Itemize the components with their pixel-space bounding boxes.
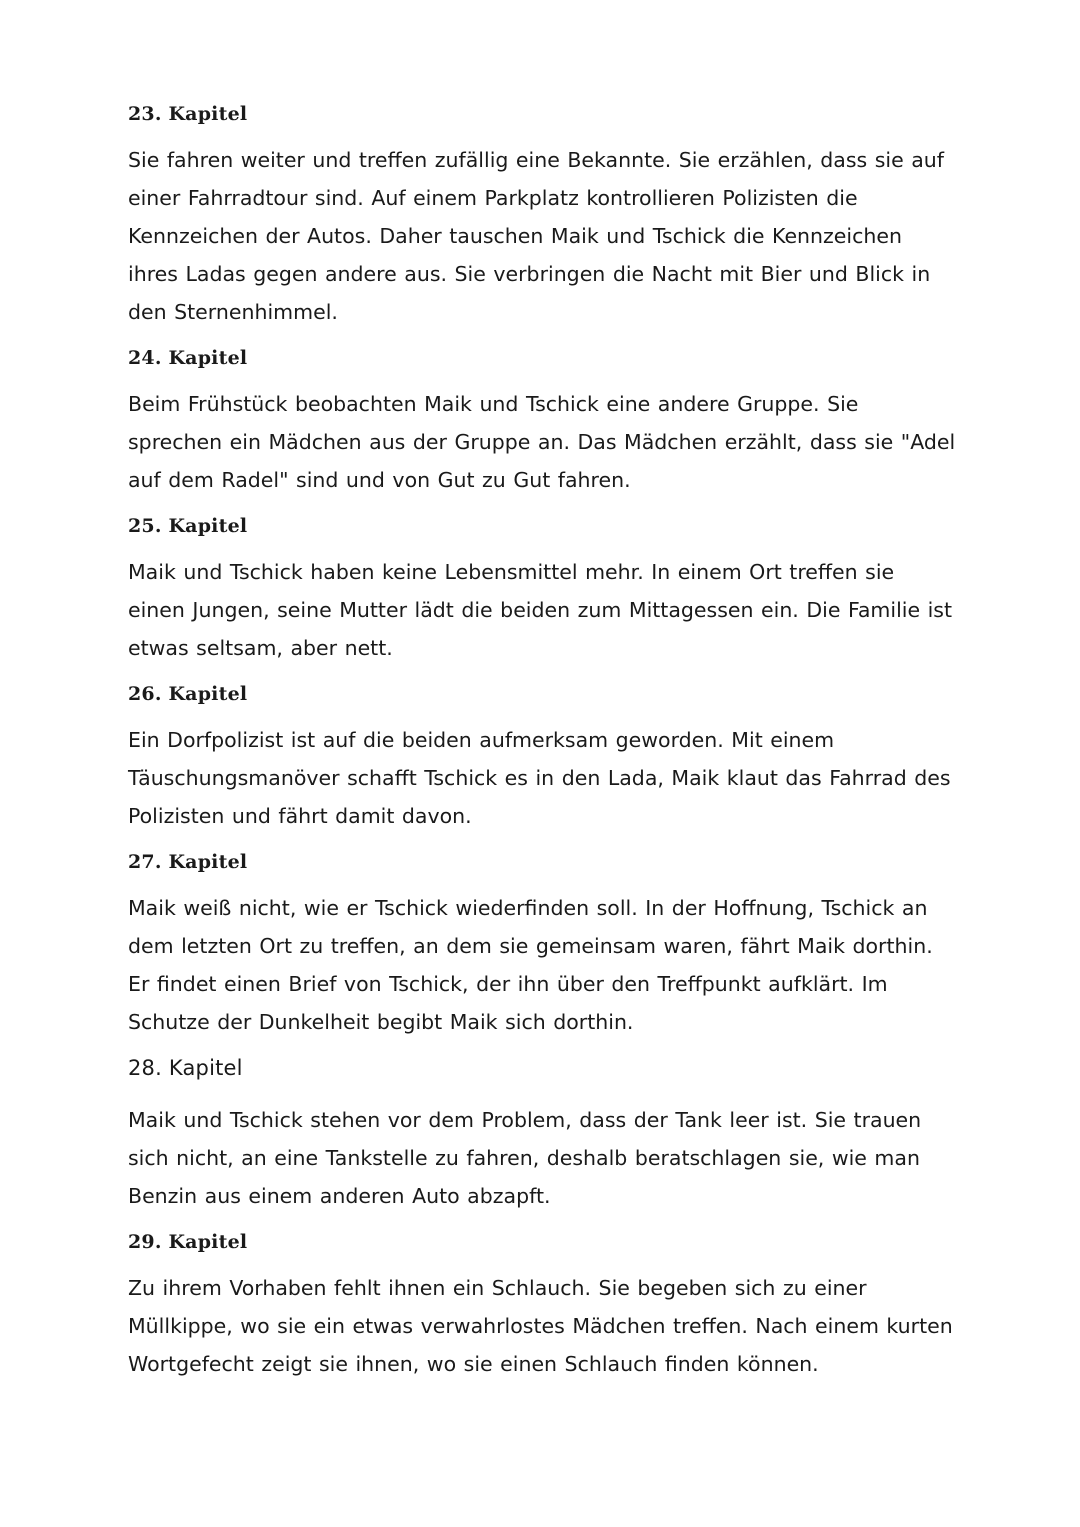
chapter-26 <box>128 675 958 835</box>
chapter-24 <box>128 339 958 499</box>
document-page <box>128 95 958 1391</box>
chapter-heading: 28. Kapitel <box>128 1056 243 1080</box>
chapter-text: Sie fahren weiter und treffen zufällig eine Bekannte. Sie erzählen, dass sie auf einer Fahrradtour sind. Auf einem Parkplatz kontrollieren Polizisten die Kennzeichen der Autos. Daher tauschen Maik und Tschick die Kennzeichen ihres Ladas gegen andere aus. Sie verbringen die Nacht mit Bier und Blick in den Sternenhimmel. <box>128 148 945 324</box>
chapter-text: Maik und Tschick haben keine Lebensmittel mehr. In einem Ort treffen sie einen Jungen, seine Mutter lädt die beiden zum Mittagessen ein. Die Familie ist etwas seltsam, aber nett. <box>128 560 953 660</box>
chapter-text: Zu ihrem Vorhaben fehlt ihnen ein Schlauch. Sie begeben sich zu einer Müllkippe, wo sie ein etwas verwahrlostes Mädchen treffen. Nach einem kurten Wortgefecht zeigt sie ihnen, wo sie einen Schlauch finden können. <box>128 1276 953 1376</box>
chapter-27 <box>128 843 958 1041</box>
chapter-heading: 25. Kapitel <box>128 515 248 537</box>
chapter-text: Maik weiß nicht, wie er Tschick wiederfinden soll. In der Hoffnung, Tschick an dem letzten Ort zu treffen, an dem sie gemeinsam waren, fährt Maik dorthin. Er findet einen Brief von Tschick, der ihn über den Treffpunkt aufklärt. Im Schutze der Dunkelheit begibt Maik sich dorthin. <box>128 896 933 1034</box>
chapter-heading: 29. Kapitel <box>128 1231 248 1253</box>
chapter-text: Ein Dorfpolizist ist auf die beiden aufmerksam geworden. Mit einem Täuschungsmanöver schafft Tschick es in den Lada, Maik klaut das Fahrrad des Polizisten und fährt damit davon. <box>128 728 951 828</box>
chapter-25 <box>128 507 958 667</box>
chapter-text: Beim Frühstück beobachten Maik und Tschick eine andere Gruppe. Sie sprechen ein Mädchen aus der Gruppe an. Das Mädchen erzählt, dass sie "Adel auf dem Radel" sind und von Gut zu Gut fahren. <box>128 392 956 492</box>
chapter-text: Maik und Tschick stehen vor dem Problem, dass der Tank leer ist. Sie trauen sich nicht, an eine Tankstelle zu fahren, deshalb beratschlagen sie, wie man Benzin aus einem anderen Auto abzapft. <box>128 1108 922 1208</box>
chapter-29 <box>128 1223 958 1383</box>
chapter-23 <box>128 95 958 331</box>
chapter-heading: 24. Kapitel <box>128 347 248 369</box>
chapter-28 <box>128 1049 958 1215</box>
chapter-heading: 27. Kapitel <box>128 851 248 873</box>
chapter-heading: 26. Kapitel <box>128 683 248 705</box>
chapter-heading: 23. Kapitel <box>128 103 248 125</box>
